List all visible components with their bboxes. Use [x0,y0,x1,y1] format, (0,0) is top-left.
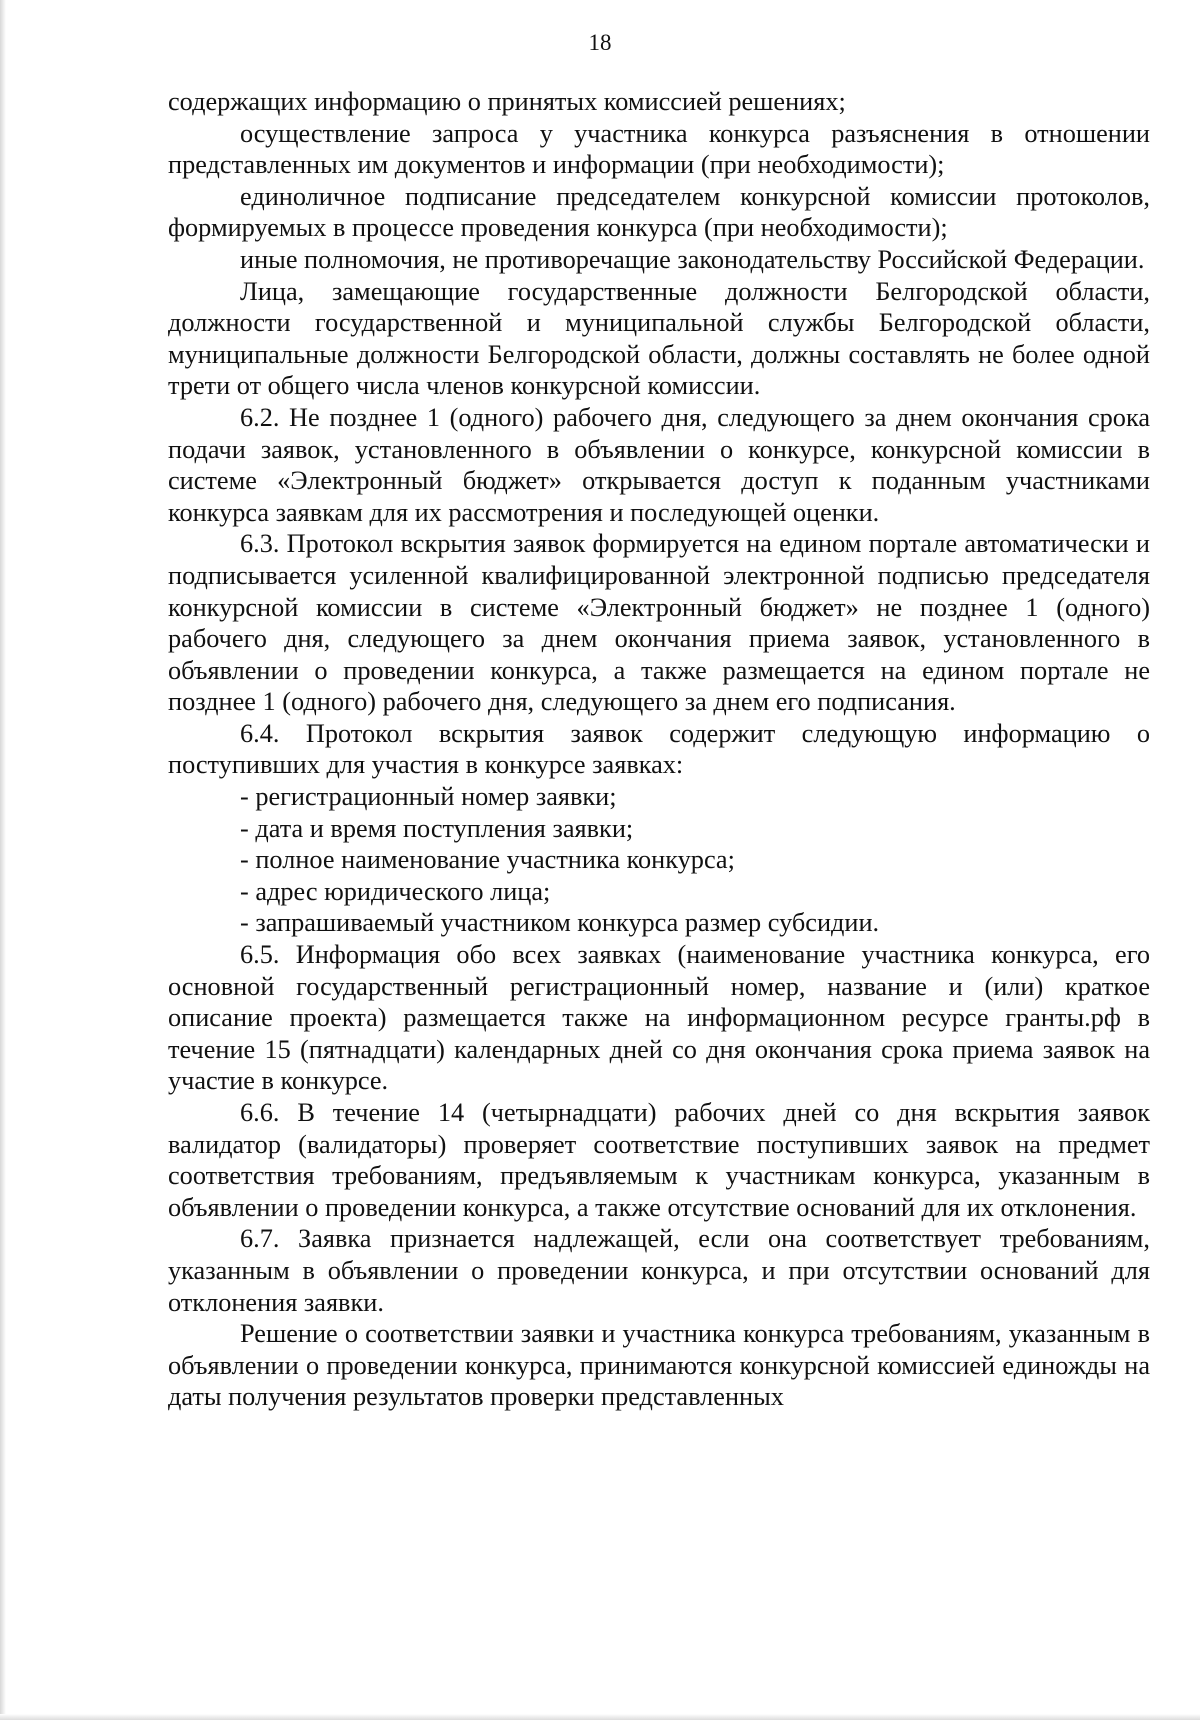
paragraph-compliance-decision: Решение о соответствии заявки и участника конкурса требованиям, указанным в объявлении о проведении конкурса, принимаются конкурсной комиссией единожды на даты получения результатов проверки представленных [168,1319,1150,1412]
list-item-registration-number: - регистрационный номер заявки; [240,782,617,812]
list-item-full-name: - полное наименование участника конкурса; [240,845,735,875]
page-number: 18 [588,30,612,55]
paragraph-6-5: 6.5. Информация обо всех заявках (наименование участника конкурса, его основной государственный регистрационный номер, название и (или) краткое описание проекта) размещается также на информационном ресурсе гранты.рф в течение 15 (пятнадцати) календарных дней со дня окончания срока приема заявок на участие в конкурсе. [168,940,1150,1096]
paragraph-6-7: 6.7. Заявка признается надлежащей, если она соответствует требованиям, указанным в объявлении о проведении конкурса, и при отсутствии оснований для отклонения заявки. [168,1224,1150,1317]
list-item-legal-address: - адрес юридического лица; [240,876,551,906]
paragraph-6-6: 6.6. В течение 14 (четырнадцати) рабочих дней со дня вскрытия заявок валидатор (валидаторы) проверяет соответствие поступивших заявок на предмет соответствия требованиям, предъявляемым к участникам конкурса, указанным в объявлении о проведении конкурса, а также отсутствие оснований для их отклонения. [168,1098,1150,1222]
scan-edge-shadow [0,0,6,1720]
paragraph-officials-limit: Лица, замещающие государственные должности Белгородской области, должности государственной и муниципальной службы Белгородской области, муниципальные должности Белгородской области, должны составлять не более одной трети от общего числа членов конкурсной комиссии. [168,276,1150,401]
paragraph-6-2: 6.2. Не позднее 1 (одного) рабочего дня, следующего за днем окончания срока подачи заявок, установленного в объявлении о конкурсе, конкурсной комиссии в системе «Электронный бюджет» открывается доступ к поданным участниками конкурса заявкам для их рассмотрения и последующей оценки. [168,402,1150,527]
list-item-subsidy-amount: - запрашиваемый участником конкурса размер субсидии. [240,908,880,938]
paragraph-item-other-powers: иные полномочия, не противоречащие законодательству Российской Федерации. [240,244,1145,274]
scan-bottom-shadow [0,1714,1200,1720]
document-body [168,86,1150,1413]
paragraph-continuation: содержащих информацию о принятых комиссией решениях; [168,87,846,116]
paragraph-6-4: 6.4. Протокол вскрытия заявок содержит следующую информацию о поступивших для участия в конкурсе заявках: [168,718,1150,780]
paragraph-6-3: 6.3. Протокол вскрытия заявок формируется на едином портале автоматически и подписывается усиленной квалифицированной электронной подписью председателя конкурсной комиссии в системе «Электронный бюджет» не позднее 1 (одного) рабочего дня, следующего за днем окончания приема заявок, установленного в объявлении о проведении конкурса, а также размещается на едином портале не позднее 1 (одного) рабочего дня, следующего за днем его подписания. [168,529,1150,717]
list-item-receipt-date-time: - дата и время поступления заявки; [240,813,634,843]
paragraph-item-clarification-request: осуществление запроса у участника конкурса разъяснения в отношении представленных им документов и информации (при необходимости); [168,118,1150,180]
paragraph-item-sole-signing: единоличное подписание председателем конкурсной комиссии протоколов, формируемых в процессе проведения конкурса (при необходимости); [168,181,1150,243]
